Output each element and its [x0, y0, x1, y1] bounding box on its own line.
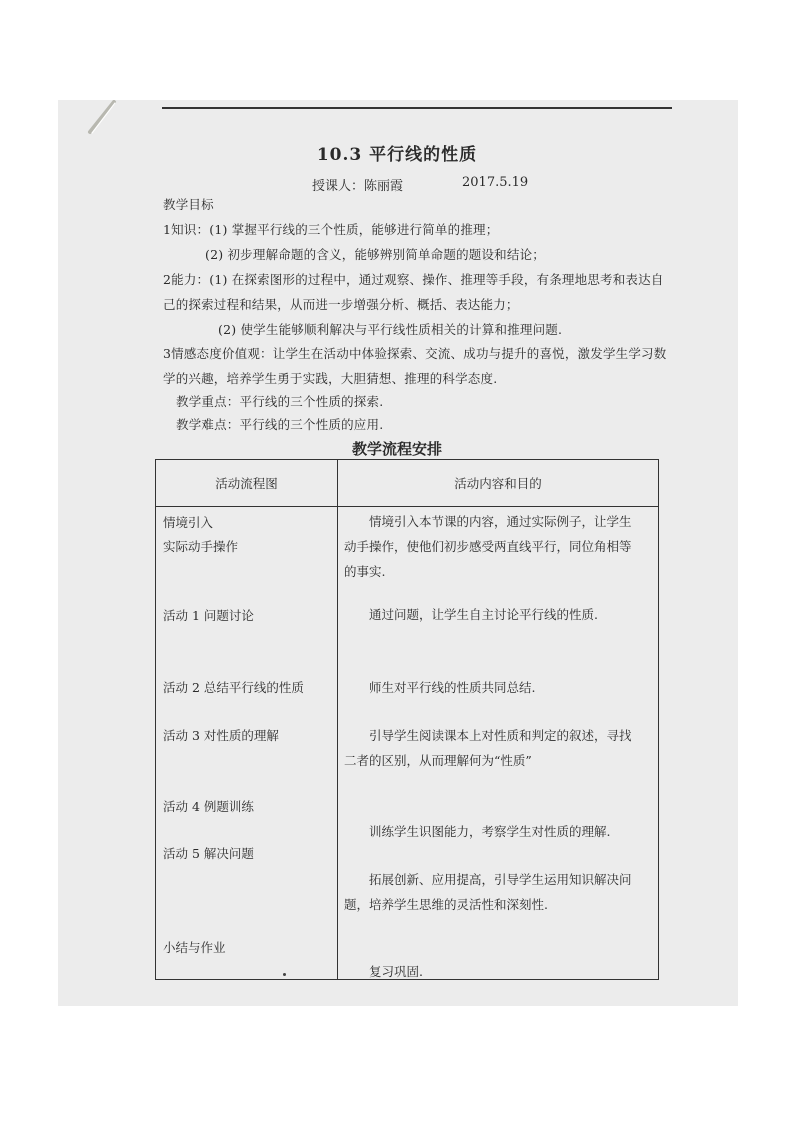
- list-item: 复习巩固.: [369, 964, 423, 979]
- flow-left-cell: [156, 507, 338, 980]
- page-title: 10.3 平行线的性质: [316, 145, 478, 165]
- flow-table: [155, 459, 659, 980]
- emotion-line-a: 3情感态度价值观：让学生在活动中体验探索、交流、成功与提升的喜悦，激发学生学习数: [163, 346, 667, 361]
- list-item: 情境引入: [163, 515, 214, 530]
- list-item: 拓展创新、应用提高，引导学生运用知识解决问题，培养学生思维的灵活性和深刻性.: [344, 872, 632, 912]
- objectives-heading: 教学目标: [163, 197, 214, 212]
- speck: [283, 973, 286, 976]
- ability-line-1b: 己的探索过程和结果，从而进一步增强分析、概括、表达能力；: [163, 297, 519, 312]
- key-point: 教学重点：平行线的三个性质的探索.: [176, 394, 384, 409]
- emotion-line-b: 学的兴趣，培养学生勇于实践，大胆猜想、推理的科学态度.: [163, 371, 498, 386]
- list-item: 活动 4 例题训练: [163, 799, 254, 814]
- list-item: 训练学生识图能力，考察学生对性质的理解.: [369, 824, 611, 839]
- knowledge-line-1: 1知识：(1) 掌握平行线的三个性质，能够进行简单的推理；: [163, 222, 499, 237]
- flow-heading: 教学流程安排: [351, 440, 442, 458]
- list-item: 活动 5 解决问题: [163, 846, 254, 861]
- col-activity-content: 活动内容和目的: [338, 460, 659, 507]
- difficulty: 教学难点：平行线的三个性质的应用.: [176, 417, 384, 432]
- flow-header-row: [156, 460, 659, 507]
- teacher-line: [312, 175, 529, 194]
- knowledge-line-2: (2) 初步理解命题的含义，能够辨别简单命题的题设和结论；: [205, 247, 545, 262]
- ability-line-2: (2) 使学生能够顺利解决与平行线性质相关的计算和推理问题.: [218, 322, 563, 337]
- list-item: 活动 2 总结平行线的性质: [163, 680, 304, 695]
- list-item: 通过问题，让学生自主讨论平行线的性质.: [369, 607, 598, 622]
- lesson-date: 2017.5.19: [462, 175, 529, 190]
- list-item: 引导学生阅读课本上对性质和判定的叙述，寻找二者的区别，从而理解何为“性质”: [344, 728, 632, 768]
- list-item: 小结与作业: [163, 940, 226, 955]
- list-item: 师生对平行线的性质共同总结.: [369, 680, 536, 695]
- ability-line-1a: 2能力：(1) 在探索图形的过程中，通过观察、操作、推理等手段，有条理地思考和表达自: [163, 272, 664, 287]
- list-item: 实际动手操作: [163, 539, 239, 554]
- list-item: 活动 1 问题讨论: [163, 608, 254, 623]
- teacher-name: 授课人：陈丽霞: [312, 179, 404, 194]
- flow-right-cell: [338, 507, 659, 980]
- list-item: 情境引入本节课的内容，通过实际例子，让学生动手操作，使他们初步感受两直线平行，同位角相等的事实.: [344, 514, 632, 579]
- flow-body-row: [156, 507, 659, 980]
- header-rule: [162, 107, 672, 109]
- col-activity-flow: 活动流程图: [156, 460, 338, 507]
- list-item: 活动 3 对性质的理解: [163, 728, 279, 743]
- paper-clip-icon: [84, 100, 118, 136]
